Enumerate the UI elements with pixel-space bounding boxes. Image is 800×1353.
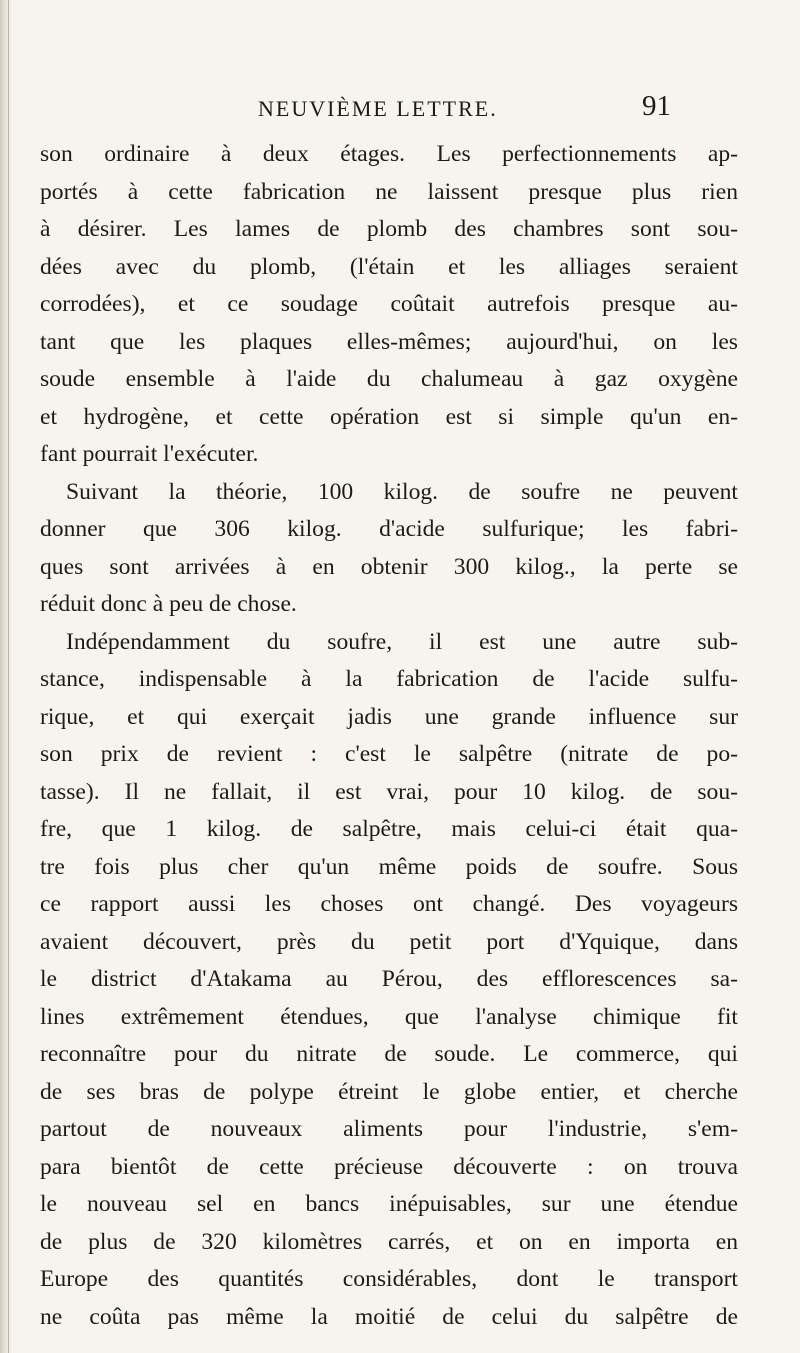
text-line: tant que les plaques elles-mêmes; aujourd'hui, on les — [40, 328, 738, 355]
text-line: ce rapport aussi les choses ont changé. Des voyageurs — [40, 891, 738, 917]
text-line: partout de nouveaux aliments pour l'industrie, s'em- — [40, 1116, 738, 1142]
text-line: fant pourrait l'exécuter. — [40, 441, 259, 467]
text-line: de ses bras de polype étreint le globe entier, et cherche — [40, 1078, 738, 1105]
text-line: de plus de 320 kilomètres carrés, et on en importa en — [40, 1228, 738, 1255]
text-line: ne coûta pas même la moitié de celui du salpêtre de — [40, 1303, 738, 1330]
text-line: dées avec du plomb, (l'étain et les alliages seraient — [40, 253, 738, 280]
text-line: reconnaître pour du nitrate de soude. Le commerce, qui — [40, 1041, 738, 1067]
text-line: tre fois plus cher qu'un même poids de soufre. Sous — [40, 853, 738, 880]
text-line: le nouveau sel en bancs inépuisables, sur une étendue — [40, 1191, 738, 1217]
text-line: fre, que 1 kilog. de salpêtre, mais celui-ci était qua- — [40, 816, 738, 842]
text-line: rique, et qui exerçait jadis une grande influence sur — [40, 703, 738, 730]
page-number: 91 — [642, 90, 671, 122]
text-line: et hydrogène, et cette opération est si simple qu'un en- — [40, 403, 738, 430]
text-line: corrodées), et ce soudage coûtait autrefois presque au- — [40, 291, 738, 317]
text-line: à désirer. Les lames de plomb des chambres sont sou- — [40, 216, 738, 242]
text-line: réduit donc à peu de chose. — [40, 591, 297, 617]
text-line: soude ensemble à l'aide du chalumeau à gaz oxygène — [40, 366, 738, 392]
text-line: para bientôt de cette précieuse découverte : on trouva — [40, 1153, 738, 1180]
text-line: avaient découvert, près du petit port d'Yquique, dans — [40, 928, 738, 955]
text-line: Indépendamment du soufre, il est une autre sub- — [66, 628, 738, 655]
text-line: stance, indispensable à la fabrication de l'acide sulfu- — [40, 666, 738, 692]
running-head: NEUVIÈME LETTRE. — [258, 96, 498, 121]
text-line: son prix de revient : c'est le salpêtre (nitrate de po- — [40, 741, 738, 767]
text-line: lines extrêmement étendues, que l'analyse chimique fit — [40, 1003, 738, 1030]
page-binding-edge — [0, 0, 12, 1353]
text-line: Suivant la théorie, 100 kilog. de soufre ne peuvent — [66, 478, 738, 505]
text-line: donner que 306 kilog. d'acide sulfurique; les fabri- — [40, 516, 738, 542]
text-line: tasse). Il ne fallait, il est vrai, pour 10 kilog. de sou- — [40, 778, 738, 805]
text-line: son ordinaire à deux étages. Les perfectionnements ap- — [40, 141, 738, 167]
text-line: Europe des quantités considérables, dont le transport — [40, 1266, 738, 1292]
text-line: ques sont arrivées à en obtenir 300 kilog., la perte se — [40, 553, 738, 580]
text-line: le district d'Atakama au Pérou, des efflorescences sa- — [40, 966, 738, 992]
text-line: portés à cette fabrication ne laissent presque plus rien — [40, 178, 738, 205]
body-text — [40, 136, 740, 1336]
page-header — [0, 90, 800, 134]
